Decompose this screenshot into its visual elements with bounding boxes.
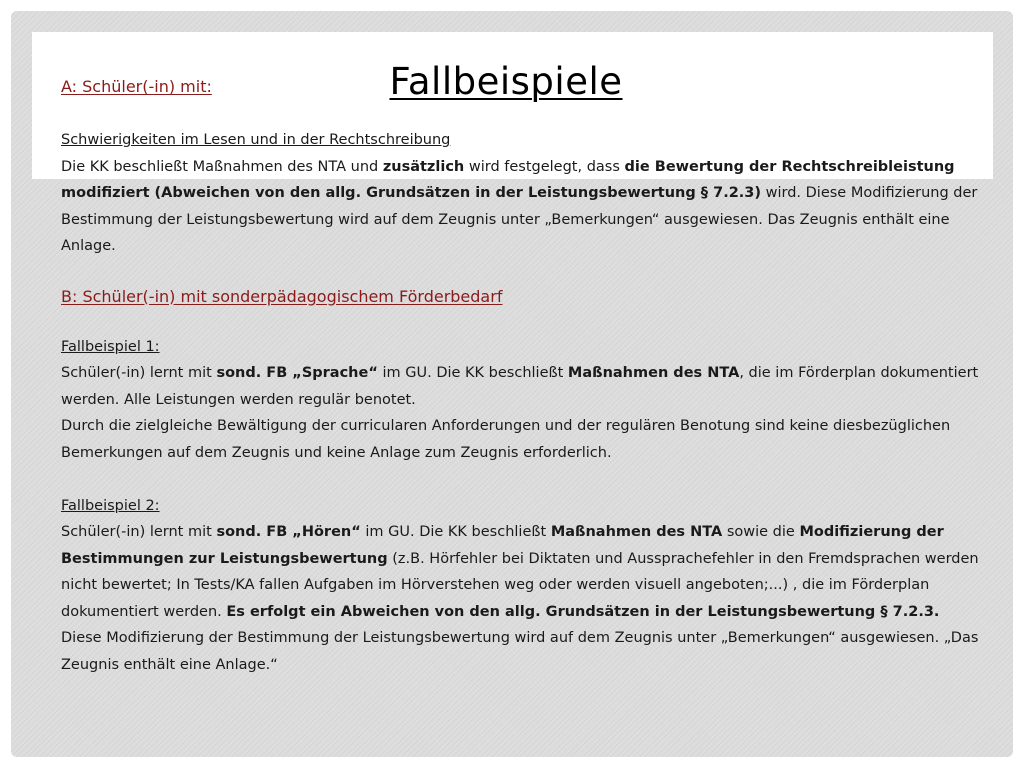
- spacer: [61, 466, 981, 493]
- slide-content: [61, 74, 981, 678]
- section-b-heading: B: Schüler(-in) mit sonderpädagogischem Förderbedarf: [61, 286, 503, 306]
- bold-run: sond. FB „Hören“: [216, 524, 361, 540]
- bold-run: zusätzlich: [382, 158, 465, 175]
- bold-run: Maßnahmen des NTA: [550, 524, 723, 540]
- text-run: Die KK beschließt Maßnahmen des NTA und: [61, 158, 383, 175]
- bold-run: die Bewertung der Rechtschreibleistung modifiziert (Abweichen von den allg. Grundsätzen in der Leistungsbewertung § 7.2.3): [61, 158, 955, 201]
- spacer: [61, 101, 981, 128]
- text-run: im GU. Die KK beschließt: [377, 365, 568, 381]
- text-run: im GU. Die KK beschließt: [360, 524, 551, 540]
- section-a-paragraph: [61, 154, 981, 260]
- bold-run: Modifizierung der Bestimmungen zur Leistungsbewertung: [61, 524, 944, 567]
- text-run: (z.B. Hörfehler bei Diktaten und Aussprachefehler in den Fremdsprachen werden nicht bewertet; In Tests/KA fallen Aufgaben im Hörverstehen weg oder werden visuell angeboten;...) , die im Förderplan dokumentiert werden.: [61, 550, 979, 620]
- text-run: Schüler(-in) lernt mit: [61, 524, 217, 540]
- case2-paragraph-2: Diese Modifizierung der Bestimmung der Leistungsbewertung wird auf dem Zeugnis unter „Bemerkungen“ ausgewiesen. „Das Zeugnis enthält eine Anlage.“: [61, 630, 979, 673]
- section-a-heading: A: Schüler(-in) mit:: [61, 77, 212, 96]
- slide-title: Fallbeispiele: [389, 60, 623, 103]
- text-run: sowie die: [722, 524, 800, 540]
- text-run: wird festgelegt, dass: [464, 158, 625, 175]
- section-a-subheading: Schwierigkeiten im Lesen und in der Rechtschreibung: [61, 132, 451, 148]
- case1-paragraph: [61, 360, 981, 413]
- text-run: , die im Förderplan dokumentiert werden. Alle Leistungen werden regulär benotet.: [61, 365, 979, 408]
- case2-label: Fallbeispiel 2:: [61, 497, 160, 514]
- spacer: [61, 260, 981, 282]
- bold-run: Maßnahmen des NTA: [567, 365, 740, 381]
- text-run: Schüler(-in) lernt mit: [61, 365, 217, 381]
- spacer: [61, 312, 981, 334]
- case2-paragraph: [61, 519, 981, 625]
- bold-run: Es erfolgt ein Abweichen von den allg. Grundsätzen in der Leistungsbewertung § 7.2.3.: [226, 603, 940, 620]
- case1-label: Fallbeispiel 1:: [61, 338, 160, 355]
- text-run: wird. Diese Modifizierung der Bestimmung der Leistungsbewertung wird auf dem Zeugnis unter „Bemerkungen“ ausgewiesen. Das Zeugnis enthält eine Anlage.: [61, 185, 978, 254]
- case1-paragraph-2: Durch die zielgleiche Bewältigung der curricularen Anforderungen und der regulären Benotung sind keine diesbezüglichen Bemerkungen auf dem Zeugnis und keine Anlage zum Zeugnis erforderlich.: [61, 418, 951, 461]
- bold-run: sond. FB „Sprache“: [216, 365, 378, 381]
